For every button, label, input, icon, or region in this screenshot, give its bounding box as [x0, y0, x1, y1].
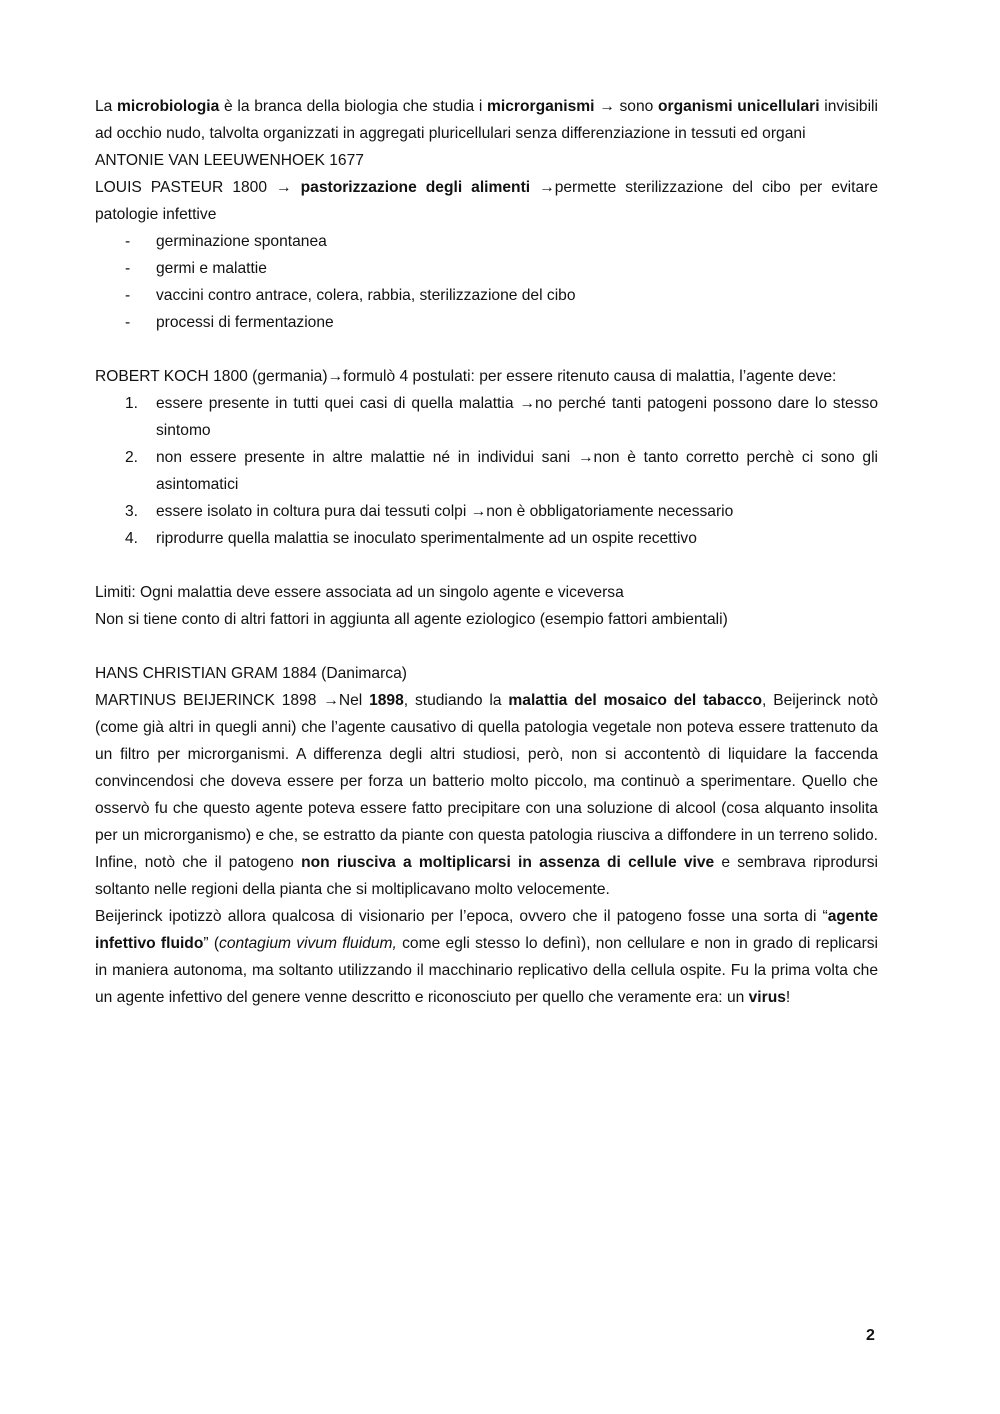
text-run: !: [785, 989, 791, 1006]
term-year: 1898: [369, 692, 404, 709]
limits-line-2: Non si tiene conto di altri fattori in aggiunta all agente eziologico (esempio fattori ambientali): [95, 611, 728, 628]
term-contagium: contagium vivum fluidum,: [219, 935, 397, 952]
text-run: , Beijerinck notò (come già altri in quegli anni) che l’agente causativo di quella patologia vegetale non poteva essere trattenuto da un filtro per microrganismi. A differenza degli altri studiosi, però, non si accontentò di liquidare la faccenda convincendosi che doveva essere per forza un batterio molto piccolo, ma continuò a sperimentare. Quello che osservò fu che questo agente poteva essere fatto precipitare con una soluzione di alcool (cosa alquanto insolita per un microrganismo) e che, se estratto da piante con questa patologia riusciva a diffondere in un terreno solido. Infine, notò che il patogeno: [95, 692, 878, 871]
list-item-text: essere presente in tutti quei casi di quella malattia →no perché tanti patogeni possono dare lo stesso sintomo: [156, 395, 878, 439]
term-microbiologia: microbiologia: [117, 98, 220, 115]
term-mosaico-tabacco: malattia del mosaico del tabacco: [508, 692, 763, 709]
list-item: [95, 525, 878, 552]
document-body: [95, 93, 878, 1011]
pasteur-list: [95, 228, 878, 336]
list-item-text: essere isolato in coltura pura dai tessuti colpi →non è obbligatoriamente necessario: [156, 503, 734, 520]
text-run: , studiando la: [403, 692, 509, 709]
intro-paragraph: [95, 93, 878, 147]
term-virus: virus: [748, 989, 786, 1006]
text-run: come egli stesso lo definì), non cellulare e non in grado di replicarsi in maniera autonoma, ma soltanto utilizzando il macchinario replicativo della cellula ospite. Fu la prima volta che un agente infettivo del genere venne descritto e riconosciuto per quello che veramente era: un: [95, 935, 879, 1006]
spacer: [95, 552, 878, 579]
koch-paragraph: ROBERT KOCH 1800 (germania)→formulò 4 postulati: per essere ritenuto causa di malattia, l’agente deve:: [95, 368, 837, 385]
koch-postulates-list: [95, 390, 878, 552]
term-microrganismi: microrganismi: [487, 98, 595, 115]
list-number: 2.: [125, 449, 139, 466]
list-item: [95, 255, 878, 282]
list-item: [95, 309, 878, 336]
list-item: [95, 444, 878, 498]
list-number: 3.: [125, 503, 139, 520]
spacer: [95, 336, 878, 363]
term-organismi-unicellulari: organismi unicellulari: [658, 98, 820, 115]
term-agente-infettivo-fluido: agente infettivo fluido: [95, 908, 878, 952]
text-run: è la branca della biologia che studia i: [219, 98, 488, 115]
text-run: → sono: [594, 98, 659, 115]
text-run: MARTINUS BEIJERINCK 1898 →Nel: [95, 692, 370, 709]
dash-bullet: -: [125, 287, 131, 304]
list-item: [95, 282, 878, 309]
list-item-text: riprodurre quella malattia se inoculato sperimentalmente ad un ospite recettivo: [156, 530, 697, 547]
text-run: Beijerinck ipotizzò allora qualcosa di visionario per l’epoca, ovvero che il patogeno fosse una sorta di “: [95, 908, 828, 925]
list-item: [95, 228, 878, 255]
beijerinck-paragraph: [95, 687, 878, 903]
page-number: 2: [866, 1327, 875, 1344]
term-non-riusciva: non riusciva a moltiplicarsi in assenza di cellule vive: [301, 854, 715, 871]
text-run: ” (: [203, 935, 220, 952]
list-item-text: non essere presente in altre malattie né in individui sani →non è tanto corretto perchè ci sono gli asintomatici: [156, 449, 878, 493]
limits-line-1: Limiti: Ogni malattia deve essere associata ad un singolo agente e viceversa: [95, 584, 624, 601]
dash-bullet: -: [125, 314, 131, 331]
list-number: 4.: [125, 530, 139, 547]
term-pastorizzazione: pastorizzazione degli alimenti: [300, 179, 531, 196]
list-item-text: vaccini contro antrace, colera, rabbia, sterilizzazione del cibo: [156, 287, 576, 304]
dash-bullet: -: [125, 260, 131, 277]
text-run: invisibili ad occhio nudo, talvolta organizzati in aggregati pluricellulari senza differenziazione in tessuti ed organi: [95, 98, 878, 142]
spacer: [95, 633, 878, 660]
text-run: →permette sterilizzazione del cibo per evitare patologie infettive: [95, 179, 878, 223]
leeuwenhoek-heading: ANTONIE VAN LEEUWENHOEK 1677: [95, 152, 364, 169]
list-item: [95, 498, 878, 525]
text-run: LOUIS PASTEUR 1800 →: [95, 179, 301, 196]
list-item-text: germi e malattie: [156, 260, 267, 277]
text-run: La: [95, 98, 118, 115]
text-run: e sembrava riprodursi soltanto nelle regioni della pianta che si moltiplicavano molto velocemente.: [95, 854, 878, 898]
list-item-text: processi di fermentazione: [156, 314, 334, 331]
beijerinck-paragraph-2: [95, 903, 878, 1011]
list-item-text: germinazione spontanea: [156, 233, 327, 250]
dash-bullet: -: [125, 233, 131, 250]
pasteur-paragraph: [95, 174, 878, 228]
list-number: 1.: [125, 395, 139, 412]
list-item: [95, 390, 878, 444]
gram-heading: HANS CHRISTIAN GRAM 1884 (Danimarca): [95, 665, 407, 682]
